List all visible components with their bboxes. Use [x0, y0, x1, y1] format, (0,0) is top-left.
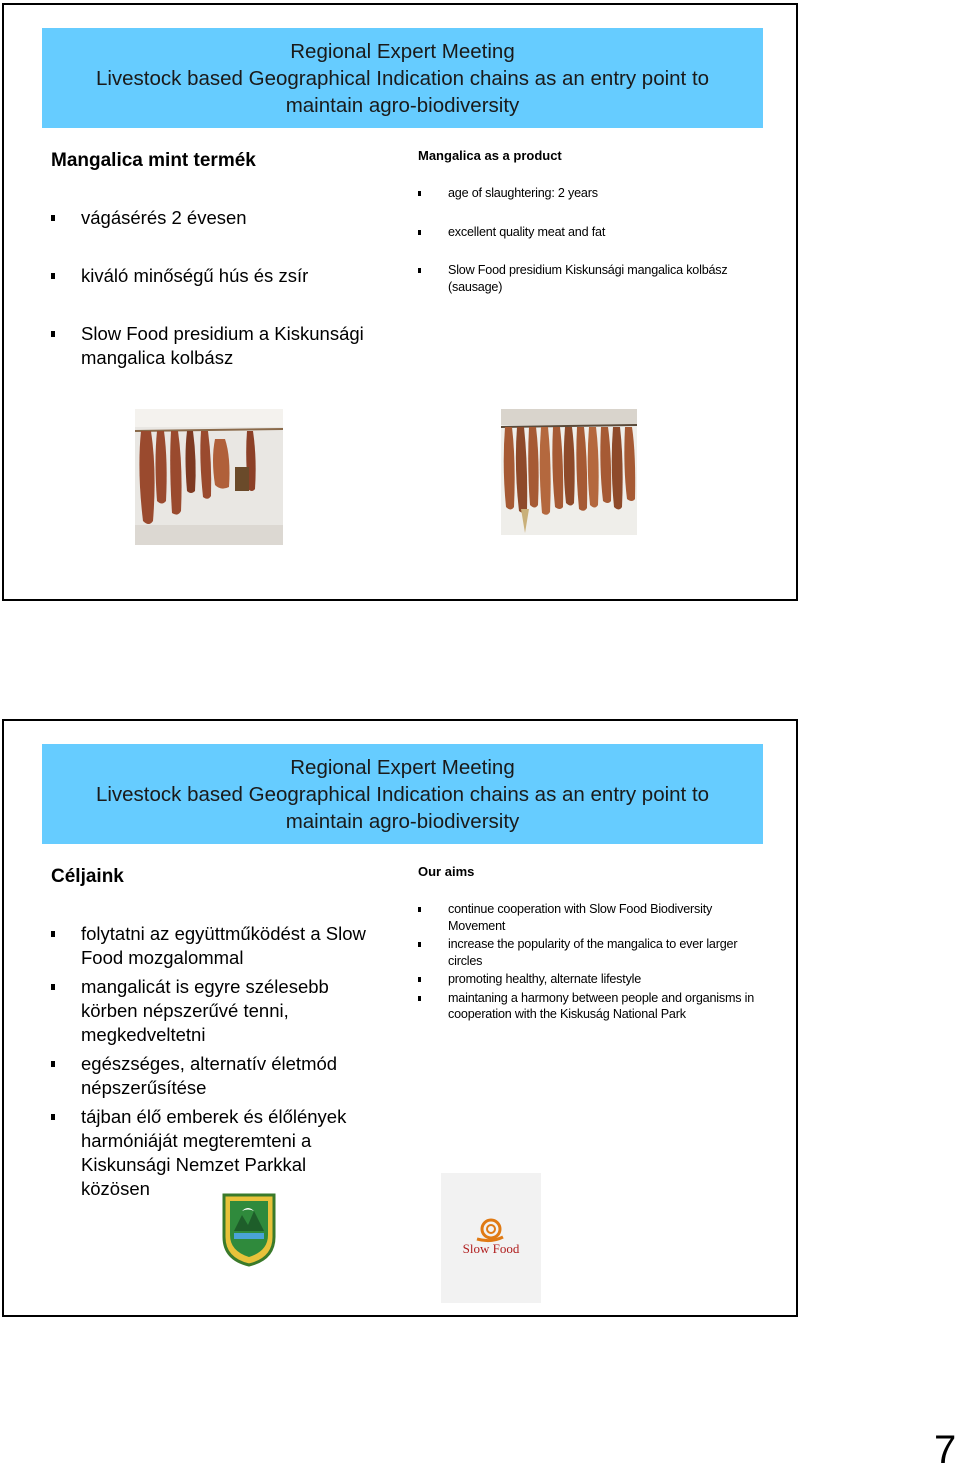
bullet-icon — [418, 230, 421, 235]
bullet-icon — [51, 984, 55, 990]
bullet-icon — [418, 191, 421, 196]
list-item — [51, 322, 381, 370]
bullet-icon — [418, 996, 421, 1001]
hungarian-heading: Céljaink — [51, 866, 124, 887]
list-item-text: promoting healthy, alternate lifestyle — [448, 972, 642, 986]
list-item-text: mangalicát is egyre szélesebb körben népszerűvé tenni, megkedveltetni — [81, 976, 329, 1045]
bullet-icon — [418, 907, 421, 912]
list-item — [418, 185, 763, 202]
bullet-icon — [51, 931, 55, 937]
hungarian-bullet-list — [51, 206, 381, 370]
list-item-text: excellent quality meat and fat — [448, 224, 606, 239]
list-item — [418, 971, 758, 988]
list-item — [418, 224, 763, 241]
banner-line-3: maintain agro-biodiversity — [285, 94, 520, 117]
list-item-text: increase the popularity of the mangalica to ever larger circles — [448, 937, 738, 968]
slide-banner — [42, 744, 763, 844]
list-item — [51, 264, 381, 288]
english-heading: Mangalica as a product — [418, 148, 562, 163]
bullet-icon — [51, 273, 55, 279]
list-item — [418, 262, 763, 295]
list-item-text: folytatni az együttműködést a Slow Food mozgalommal — [81, 923, 366, 968]
bullet-icon — [418, 268, 421, 273]
banner-line-2: Livestock based Geographical Indication chains as an entry point to — [95, 783, 710, 806]
list-item — [51, 206, 381, 230]
smokehouse-sausages-photo — [501, 409, 637, 535]
list-item-text: vágásérés 2 évesen — [81, 207, 247, 228]
list-item-text: egészséges, alternatív életmód népszerűsítése — [81, 1053, 338, 1098]
english-bullet-list — [418, 185, 763, 295]
slide-mangalica-product — [2, 3, 798, 601]
hanging-sausages-photo — [135, 409, 283, 545]
list-item — [51, 975, 371, 1047]
list-item — [418, 901, 758, 934]
slide-banner — [42, 28, 763, 128]
bullet-icon — [51, 215, 55, 221]
list-item — [51, 1052, 371, 1100]
banner-line-3: maintain agro-biodiversity — [285, 810, 520, 833]
hungarian-bullet-list — [51, 922, 371, 1201]
list-item — [418, 990, 758, 1023]
bullet-icon — [51, 331, 55, 337]
bullet-icon — [51, 1061, 55, 1067]
bullet-icon — [418, 942, 421, 947]
hungarian-heading: Mangalica mint termék — [51, 150, 256, 171]
list-item-text: Slow Food presidium Kiskunsági mangalica kolbász (sausage) — [448, 263, 728, 294]
list-item-text: tájban élő emberek és élőlények harmóniáját megteremteni a Kiskunsági Nemzet Parkkal közösen — [81, 1106, 347, 1199]
banner-line-1: Regional Expert Meeting — [290, 40, 515, 63]
bullet-icon — [51, 1114, 55, 1120]
page-number: 7 — [934, 1428, 957, 1472]
list-item — [418, 936, 758, 969]
list-item — [51, 1105, 371, 1201]
english-heading: Our aims — [418, 864, 475, 879]
slow-food-logo-text: Slow Food — [462, 1241, 520, 1256]
list-item-text: kiváló minőségű hús és zsír — [81, 265, 309, 286]
slide-our-aims — [2, 719, 798, 1317]
slow-food-logo — [441, 1173, 541, 1303]
bullet-icon — [418, 977, 421, 982]
national-park-logo — [220, 1191, 278, 1267]
banner-line-1: Regional Expert Meeting — [290, 756, 515, 779]
list-item-text: maintaning a harmony between people and organisms in cooperation with the Kiskuság National Park — [448, 990, 755, 1021]
english-bullet-list — [418, 901, 758, 1023]
list-item — [51, 922, 371, 970]
banner-line-2: Livestock based Geographical Indication chains as an entry point to — [95, 67, 710, 90]
list-item-text: age of slaughtering: 2 years — [448, 186, 598, 200]
list-item-text: Slow Food presidium a Kiskunsági mangalica kolbász — [81, 323, 364, 368]
list-item-text: continue cooperation with Slow Food Biodiversity Movement — [448, 902, 713, 933]
